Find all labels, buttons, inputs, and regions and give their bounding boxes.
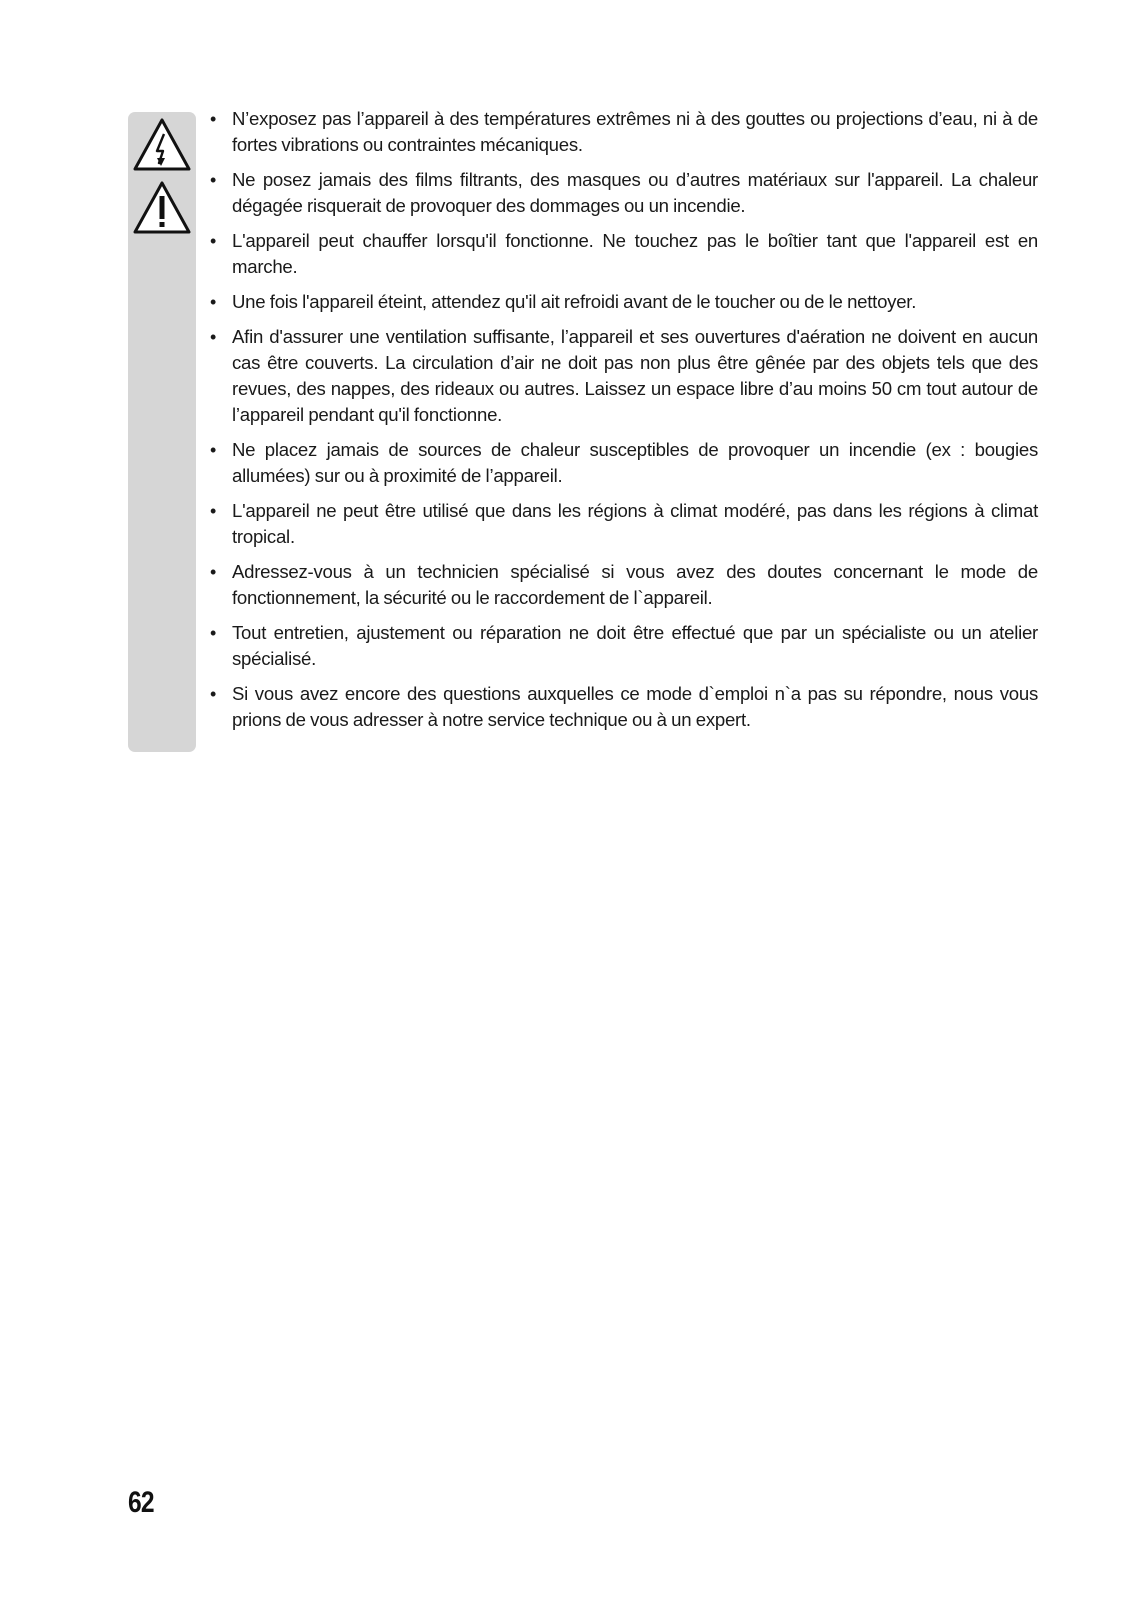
page-number: 62 xyxy=(128,1486,154,1519)
list-item-text: L'appareil peut chauffer lorsqu'il fonctionne. Ne touchez pas le boîtier tant que l'appareil est en marche. xyxy=(232,230,1038,277)
list-item-text: N’exposez pas l’appareil à des températures extrêmes ni à des gouttes ou projections d’eau, ni à de fortes vibrations ou contraintes mécaniques. xyxy=(232,108,1038,155)
list-item xyxy=(210,324,1038,428)
list-item-text: Si vous avez encore des questions auxquelles ce mode d`emploi n`a pas su répondre, nous vous prions de vous adresser à notre service technique ou à un expert. xyxy=(232,683,1038,730)
bullet-icon: • xyxy=(210,231,217,251)
bullet-icon: • xyxy=(210,327,217,347)
list-item-text: Adressez-vous à un technicien spécialisé si vous avez des doutes concernant le mode de fonctionnement, la sécurité ou le raccordement de l`appareil. xyxy=(232,561,1038,608)
list-item xyxy=(210,106,1038,158)
list-item xyxy=(210,167,1038,219)
list-item xyxy=(210,437,1038,489)
bullet-icon: • xyxy=(210,684,217,704)
list-item xyxy=(210,228,1038,280)
bullet-icon: • xyxy=(210,501,217,521)
exclamation-warning-icon xyxy=(131,179,193,237)
safety-instructions-list xyxy=(210,106,1038,742)
bullet-icon: • xyxy=(210,109,217,129)
list-item-text: Tout entretien, ajustement ou réparation ne doit être effectué que par un spécialiste ou un atelier spécialisé. xyxy=(232,622,1038,669)
bullet-icon: • xyxy=(210,440,217,460)
list-item xyxy=(210,681,1038,733)
list-item xyxy=(210,620,1038,672)
bullet-icon: • xyxy=(210,562,217,582)
list-item-text: Une fois l'appareil éteint, attendez qu'il ait refroidi avant de le toucher ou de le nettoyer. xyxy=(232,291,917,312)
list-item-text: Ne placez jamais de sources de chaleur susceptibles de provoquer un incendie (ex : bougies allumées) sur ou à proximité de l’appareil. xyxy=(232,439,1038,486)
bullet-icon: • xyxy=(210,623,217,643)
list-item xyxy=(210,289,1038,315)
bullet-icon: • xyxy=(210,292,217,312)
list-item-text: Afin d'assurer une ventilation suffisante, l’appareil et ses ouvertures d'aération ne doivent en aucun cas être couverts. La circulation d’air ne doit pas non plus être gênée par des objets tels que des revues, des nappes, des rideaux ou autres. Laissez un espace libre d’au moins 50 cm tout autour de l’appareil pendant qu'il fonctionne. xyxy=(232,326,1038,425)
bullet-icon: • xyxy=(210,170,217,190)
high-voltage-warning-icon xyxy=(131,116,193,174)
list-item-text: Ne posez jamais des films filtrants, des masques ou d’autres matériaux sur l'appareil. La chaleur dégagée risquerait de provoquer des dommages ou un incendie. xyxy=(232,169,1038,216)
list-item-text: L'appareil ne peut être utilisé que dans les régions à climat modéré, pas dans les régions à climat tropical. xyxy=(232,500,1038,547)
list-item xyxy=(210,559,1038,611)
list-item xyxy=(210,498,1038,550)
